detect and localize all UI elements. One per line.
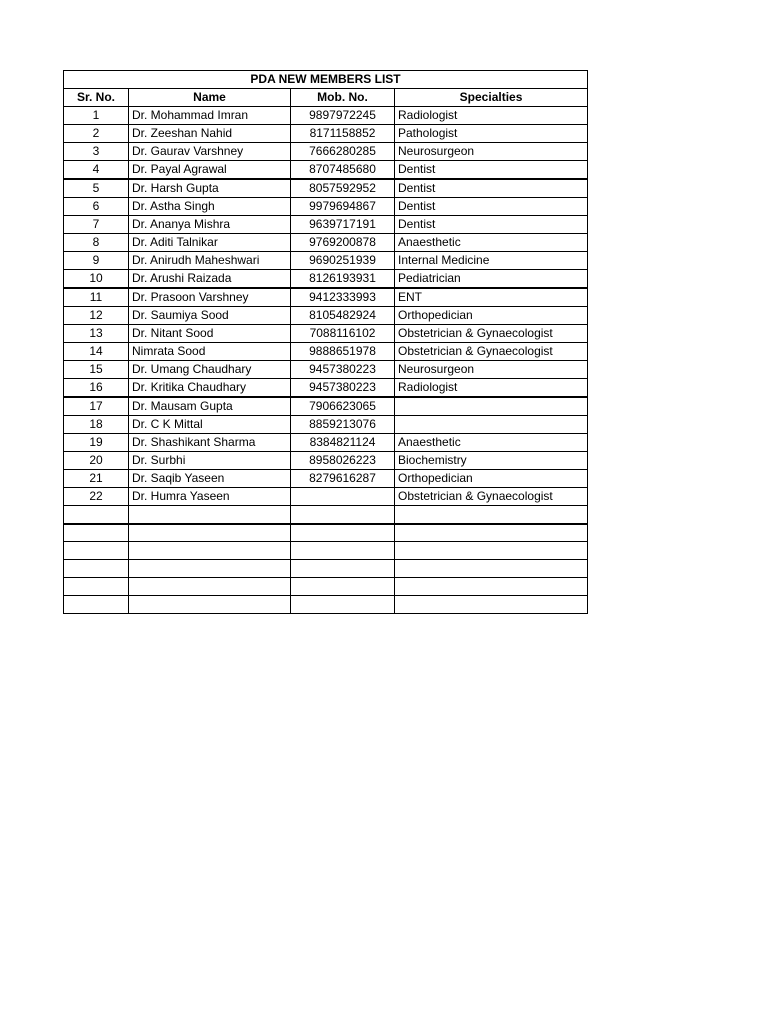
name-cell: Dr. Nitant Sood (129, 325, 291, 343)
members-table (63, 70, 588, 614)
title-row (64, 71, 588, 89)
specialty-cell: Anaesthetic (395, 434, 588, 452)
sr-no-cell: 21 (64, 470, 129, 488)
table-row (64, 397, 588, 416)
sr-no-cell: 8 (64, 234, 129, 252)
name-cell: Dr. Kritika Chaudhary (129, 379, 291, 398)
mobile-cell: 8171158852 (291, 125, 395, 143)
header-row (64, 89, 588, 107)
specialty-cell (395, 542, 588, 560)
name-cell: Dr. Astha Singh (129, 198, 291, 216)
specialty-cell: Orthopedician (395, 307, 588, 325)
specialty-cell: Radiologist (395, 107, 588, 125)
sr-no-cell: 14 (64, 343, 129, 361)
table-row (64, 307, 588, 325)
name-cell (129, 542, 291, 560)
sr-no-cell (64, 524, 129, 542)
mobile-cell: 9412333993 (291, 288, 395, 307)
specialty-cell: Anaesthetic (395, 234, 588, 252)
sr-no-cell: 10 (64, 270, 129, 289)
sr-no-cell: 2 (64, 125, 129, 143)
mobile-cell: 9639717191 (291, 216, 395, 234)
mobile-cell (291, 560, 395, 578)
members-sheet (63, 70, 588, 614)
name-cell: Dr. Shashikant Sharma (129, 434, 291, 452)
specialty-cell: Dentist (395, 179, 588, 198)
mobile-cell (291, 524, 395, 542)
mobile-cell: 8126193931 (291, 270, 395, 289)
table-row (64, 325, 588, 343)
mobile-cell (291, 542, 395, 560)
name-cell: Dr. C K Mittal (129, 416, 291, 434)
table-row (64, 379, 588, 398)
mobile-cell: 9769200878 (291, 234, 395, 252)
name-cell: Dr. Surbhi (129, 452, 291, 470)
mobile-cell: 8958026223 (291, 452, 395, 470)
mobile-cell (291, 596, 395, 614)
name-cell: Dr. Arushi Raizada (129, 270, 291, 289)
sr-no-cell: 18 (64, 416, 129, 434)
table-row (64, 270, 588, 289)
sr-no-cell: 3 (64, 143, 129, 161)
mobile-cell: 8707485680 (291, 161, 395, 180)
sr-no-cell: 13 (64, 325, 129, 343)
sr-no-cell: 4 (64, 161, 129, 180)
table-row (64, 288, 588, 307)
mobile-cell: 9888651978 (291, 343, 395, 361)
sr-no-cell (64, 560, 129, 578)
name-cell: Dr. Umang Chaudhary (129, 361, 291, 379)
sr-no-cell: 1 (64, 107, 129, 125)
specialty-cell: Obstetrician & Gynaecologist (395, 488, 588, 506)
mobile-cell: 9457380223 (291, 361, 395, 379)
name-cell: Nimrata Sood (129, 343, 291, 361)
specialty-cell (395, 506, 588, 524)
name-cell (129, 596, 291, 614)
table-row (64, 596, 588, 614)
specialty-cell: Dentist (395, 198, 588, 216)
column-header-sr-no: Sr. No. (64, 89, 129, 107)
table-row (64, 361, 588, 379)
name-cell: Dr. Anirudh Maheshwari (129, 252, 291, 270)
name-cell: Dr. Saqib Yaseen (129, 470, 291, 488)
table-row (64, 560, 588, 578)
name-cell: Dr. Aditi Talnikar (129, 234, 291, 252)
sr-no-cell (64, 542, 129, 560)
column-header-name: Name (129, 89, 291, 107)
sr-no-cell (64, 578, 129, 596)
name-cell: Dr. Payal Agrawal (129, 161, 291, 180)
name-cell: Dr. Harsh Gupta (129, 179, 291, 198)
mobile-cell (291, 506, 395, 524)
specialty-cell: Orthopedician (395, 470, 588, 488)
sr-no-cell (64, 506, 129, 524)
mobile-cell: 8279616287 (291, 470, 395, 488)
table-row (64, 216, 588, 234)
table-title: PDA NEW MEMBERS LIST (64, 71, 588, 89)
name-cell: Dr. Mohammad Imran (129, 107, 291, 125)
specialty-cell (395, 416, 588, 434)
table-row (64, 343, 588, 361)
sr-no-cell: 20 (64, 452, 129, 470)
name-cell: Dr. Gaurav Varshney (129, 143, 291, 161)
table-row (64, 470, 588, 488)
mobile-cell: 9979694867 (291, 198, 395, 216)
sr-no-cell: 9 (64, 252, 129, 270)
sr-no-cell (64, 596, 129, 614)
table-row (64, 161, 588, 180)
table-row (64, 107, 588, 125)
sr-no-cell: 6 (64, 198, 129, 216)
specialty-cell (395, 560, 588, 578)
mobile-cell: 8105482924 (291, 307, 395, 325)
mobile-cell: 7906623065 (291, 397, 395, 416)
specialty-cell: Biochemistry (395, 452, 588, 470)
table-row (64, 252, 588, 270)
specialty-cell: Radiologist (395, 379, 588, 398)
table-row (64, 452, 588, 470)
name-cell (129, 560, 291, 578)
specialty-cell (395, 578, 588, 596)
table-row (64, 542, 588, 560)
specialty-cell: Internal Medicine (395, 252, 588, 270)
table-row (64, 488, 588, 506)
table-row (64, 198, 588, 216)
specialty-cell: Dentist (395, 161, 588, 180)
table-row (64, 125, 588, 143)
mobile-cell (291, 488, 395, 506)
specialty-cell: Dentist (395, 216, 588, 234)
specialty-cell: Pediatrician (395, 270, 588, 289)
specialty-cell: Neurosurgeon (395, 143, 588, 161)
sr-no-cell: 12 (64, 307, 129, 325)
table-row (64, 524, 588, 542)
mobile-cell: 7088116102 (291, 325, 395, 343)
sr-no-cell: 17 (64, 397, 129, 416)
mobile-cell: 8057592952 (291, 179, 395, 198)
name-cell: Dr. Ananya Mishra (129, 216, 291, 234)
mobile-cell: 8384821124 (291, 434, 395, 452)
table-row (64, 416, 588, 434)
table-row (64, 234, 588, 252)
name-cell: Dr. Humra Yaseen (129, 488, 291, 506)
sr-no-cell: 22 (64, 488, 129, 506)
sr-no-cell: 11 (64, 288, 129, 307)
specialty-cell: ENT (395, 288, 588, 307)
mobile-cell: 9690251939 (291, 252, 395, 270)
name-cell (129, 506, 291, 524)
sr-no-cell: 5 (64, 179, 129, 198)
sr-no-cell: 16 (64, 379, 129, 398)
mobile-cell: 9457380223 (291, 379, 395, 398)
mobile-cell (291, 578, 395, 596)
table-row (64, 434, 588, 452)
mobile-cell: 7666280285 (291, 143, 395, 161)
name-cell: Dr. Saumiya Sood (129, 307, 291, 325)
table-row (64, 143, 588, 161)
name-cell: Dr. Zeeshan Nahid (129, 125, 291, 143)
table-row (64, 179, 588, 198)
name-cell (129, 524, 291, 542)
table-row (64, 578, 588, 596)
name-cell (129, 578, 291, 596)
specialty-cell (395, 524, 588, 542)
specialty-cell (395, 596, 588, 614)
sr-no-cell: 15 (64, 361, 129, 379)
column-header-specialties: Specialties (395, 89, 588, 107)
column-header-mob-no: Mob. No. (291, 89, 395, 107)
specialty-cell: Pathologist (395, 125, 588, 143)
specialty-cell: Obstetrician & Gynaecologist (395, 325, 588, 343)
specialty-cell (395, 397, 588, 416)
sr-no-cell: 19 (64, 434, 129, 452)
specialty-cell: Neurosurgeon (395, 361, 588, 379)
table-row (64, 506, 588, 524)
member-rows (64, 107, 588, 614)
mobile-cell: 9897972245 (291, 107, 395, 125)
name-cell: Dr. Prasoon Varshney (129, 288, 291, 307)
sr-no-cell: 7 (64, 216, 129, 234)
name-cell: Dr. Mausam Gupta (129, 397, 291, 416)
mobile-cell: 8859213076 (291, 416, 395, 434)
specialty-cell: Obstetrician & Gynaecologist (395, 343, 588, 361)
